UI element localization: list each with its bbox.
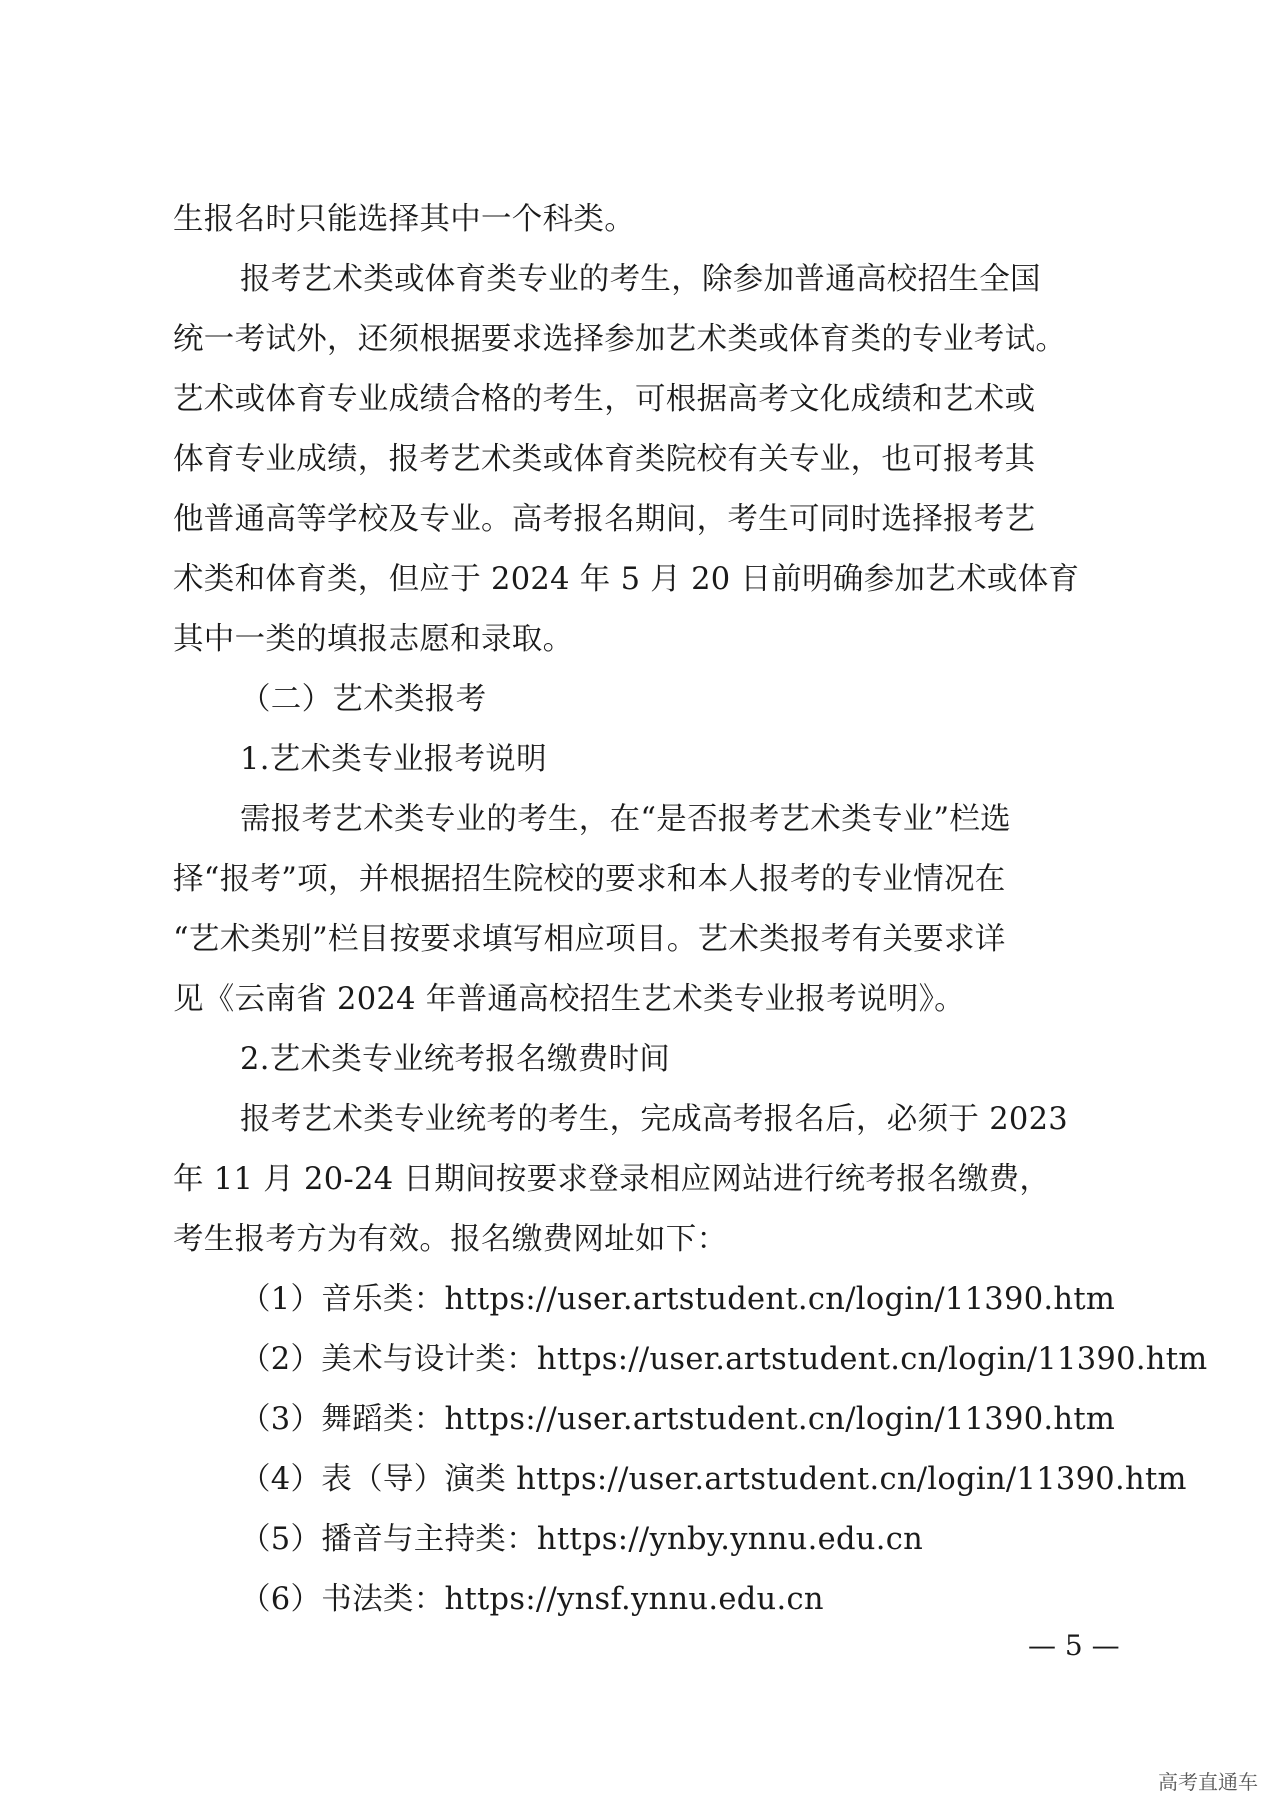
- text-line: 择“报考”项，并根据招生院校的要求和本人报考的专业情况在: [173, 862, 1006, 897]
- text-line: 报考艺术类专业统考的考生，完成高考报名后，必须于 2023: [240, 1102, 1069, 1137]
- subsection-heading: 1.艺术类专业报考说明: [240, 742, 547, 777]
- url-list-item: （1）音乐类：https://user.artstudent.cn/login/11390.htm: [240, 1282, 1116, 1317]
- text-line: “艺术类别”栏目按要求填写相应项目。艺术类报考有关要求详: [173, 922, 1006, 957]
- text-line: 其中一类的填报志愿和录取。: [173, 622, 574, 657]
- text-line: 他普通高等学校及专业。高考报名期间，考生可同时选择报考艺: [173, 502, 1036, 537]
- text-line: 报考艺术类或体育类专业的考生，除参加普通高校招生全国: [240, 262, 1041, 297]
- text-line: 体育专业成绩，报考艺术类或体育类院校有关专业，也可报考其: [173, 442, 1036, 477]
- text-line: 见《云南省 2024 年普通高校招生艺术类专业报考说明》。: [173, 982, 965, 1017]
- url-list-item: （2）美术与设计类：https://user.artstudent.cn/login/11390.htm: [240, 1342, 1208, 1377]
- text-line: 考生报考方为有效。报名缴费网址如下：: [173, 1222, 728, 1257]
- url-list-item: （6）书法类：https://ynsf.ynnu.edu.cn: [240, 1582, 824, 1617]
- page-number: — 5 —: [1028, 1629, 1120, 1662]
- url-list-item: （3）舞蹈类：https://user.artstudent.cn/login/11390.htm: [240, 1402, 1116, 1437]
- subsection-heading: 2.艺术类专业统考报名缴费时间: [240, 1042, 671, 1077]
- url-list-item: （5）播音与主持类：https://ynby.ynnu.edu.cn: [240, 1522, 924, 1557]
- text-line: 统一考试外，还须根据要求选择参加艺术类或体育类的专业考试。: [173, 322, 1067, 357]
- text-line: 年 11 月 20-24 日期间按要求登录相应网站进行统考报名缴费，: [173, 1162, 1051, 1197]
- url-list-item: （4）表（导）演类 https://user.artstudent.cn/login/11390.htm: [240, 1462, 1187, 1497]
- text-line: 术类和体育类，但应于 2024 年 5 月 20 日前明确参加艺术或体育: [173, 562, 1080, 597]
- watermark-label: 高考直通车: [1158, 1770, 1258, 1794]
- text-line: 需报考艺术类专业的考生，在“是否报考艺术类专业”栏选: [240, 802, 1011, 837]
- text-line: 艺术或体育专业成绩合格的考生，可根据高考文化成绩和艺术或: [173, 382, 1036, 417]
- section-heading: （二）艺术类报考: [240, 682, 487, 717]
- text-line: 生报名时只能选择其中一个科类。: [173, 202, 635, 237]
